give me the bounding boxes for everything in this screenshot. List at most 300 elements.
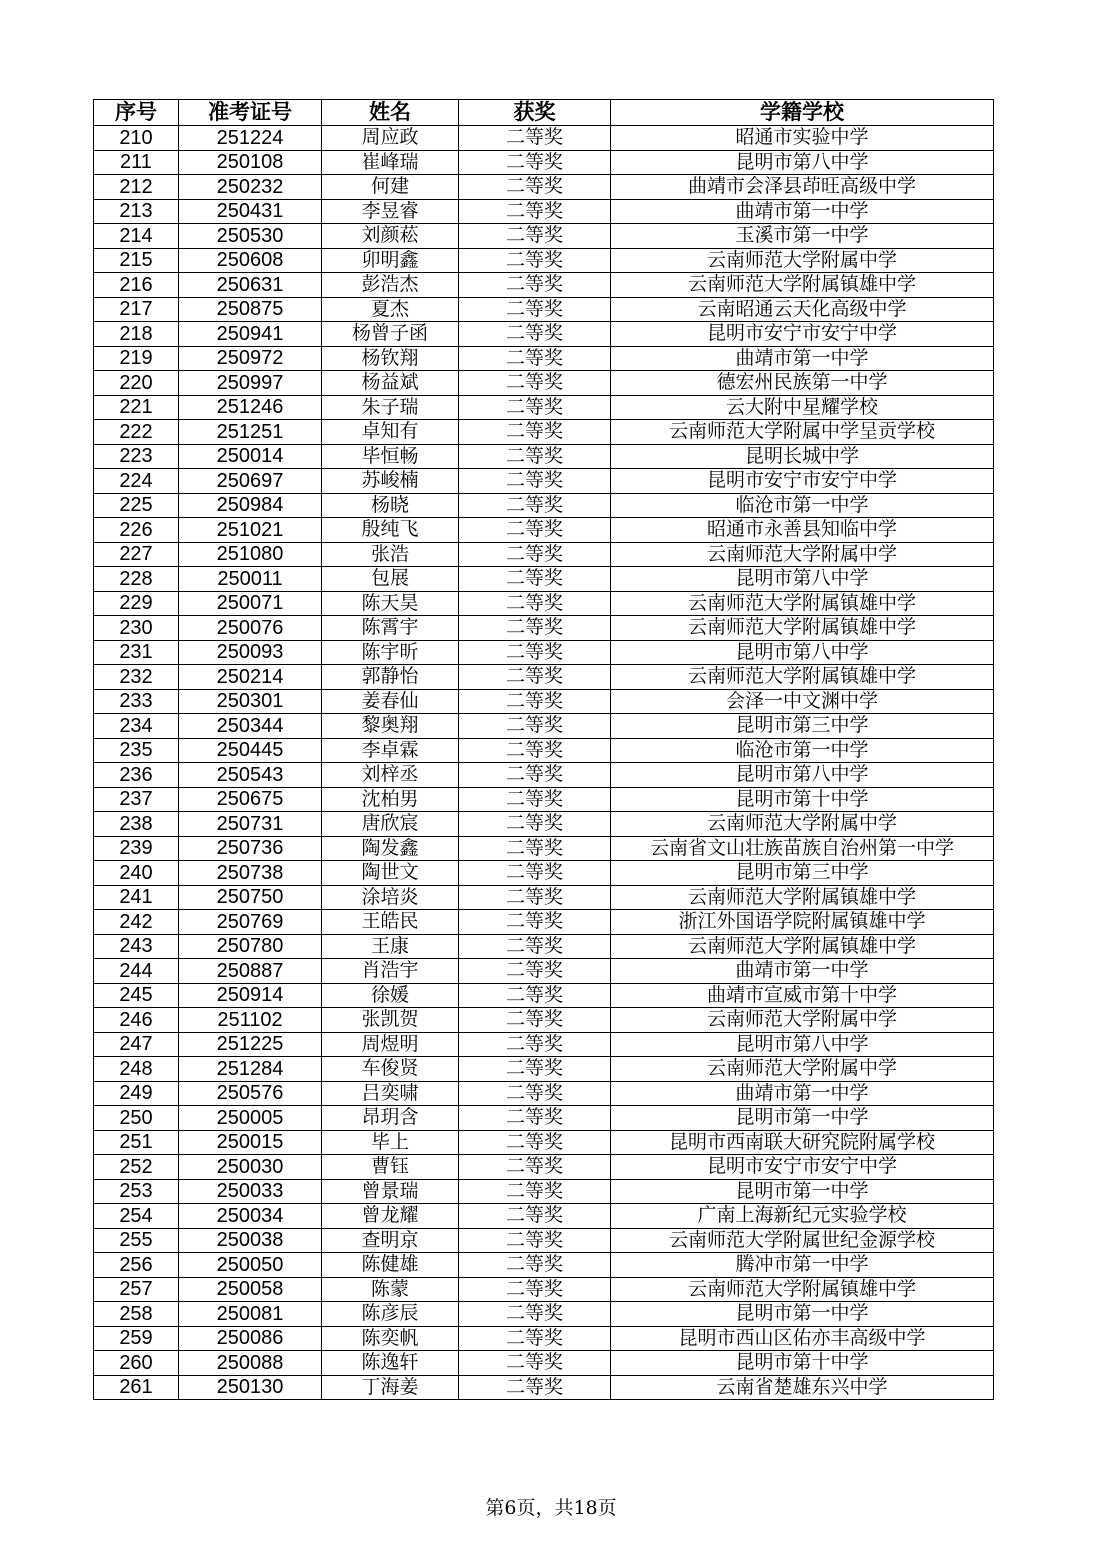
row-school: 腾冲市第一中学 xyxy=(611,1253,994,1278)
row-award: 二等奖 xyxy=(459,420,611,445)
row-school: 昆明市第一中学 xyxy=(611,1179,994,1204)
row-award: 二等奖 xyxy=(459,346,611,371)
row-school: 云南师范大学附属镇雄中学 xyxy=(611,665,994,690)
row-school: 昆明市西南联大研究院附属学校 xyxy=(611,1130,994,1155)
row-index: 238 xyxy=(94,812,179,837)
row-exam-id: 250738 xyxy=(179,861,322,886)
row-index: 258 xyxy=(94,1302,179,1327)
row-index: 218 xyxy=(94,322,179,347)
row-award: 二等奖 xyxy=(459,1375,611,1400)
row-exam-id: 250076 xyxy=(179,616,322,641)
table-row xyxy=(94,199,994,224)
row-award: 二等奖 xyxy=(459,836,611,861)
row-name: 周煜明 xyxy=(322,1032,459,1057)
row-school: 曲靖市第一中学 xyxy=(611,199,994,224)
row-award: 二等奖 xyxy=(459,199,611,224)
header-award: 获奖 xyxy=(459,100,611,126)
table-row xyxy=(94,542,994,567)
row-school: 曲靖市第一中学 xyxy=(611,959,994,984)
table-row xyxy=(94,126,994,151)
row-name: 唐欣宸 xyxy=(322,812,459,837)
row-school: 昆明市第一中学 xyxy=(611,1106,994,1131)
row-name: 陈霄宇 xyxy=(322,616,459,641)
row-name: 肖浩宇 xyxy=(322,959,459,984)
row-index: 242 xyxy=(94,910,179,935)
row-exam-id: 250130 xyxy=(179,1375,322,1400)
row-exam-id: 250608 xyxy=(179,248,322,273)
row-index: 245 xyxy=(94,983,179,1008)
row-school: 昆明市第十中学 xyxy=(611,1351,994,1376)
row-exam-id: 250011 xyxy=(179,567,322,592)
row-name: 徐媛 xyxy=(322,983,459,1008)
table-row xyxy=(94,885,994,910)
row-exam-id: 251284 xyxy=(179,1057,322,1082)
row-name: 卯明鑫 xyxy=(322,248,459,273)
row-index: 246 xyxy=(94,1008,179,1033)
row-award: 二等奖 xyxy=(459,689,611,714)
row-award: 二等奖 xyxy=(459,395,611,420)
row-school: 昆明市第八中学 xyxy=(611,150,994,175)
row-school: 德宏州民族第一中学 xyxy=(611,371,994,396)
row-index: 222 xyxy=(94,420,179,445)
row-award: 二等奖 xyxy=(459,1155,611,1180)
row-school: 曲靖市会泽县茚旺高级中学 xyxy=(611,175,994,200)
row-exam-id: 250038 xyxy=(179,1228,322,1253)
row-award: 二等奖 xyxy=(459,1057,611,1082)
row-exam-id: 250431 xyxy=(179,199,322,224)
row-award: 二等奖 xyxy=(459,640,611,665)
row-school: 昆明市第八中学 xyxy=(611,1032,994,1057)
row-exam-id: 251251 xyxy=(179,420,322,445)
row-award: 二等奖 xyxy=(459,493,611,518)
row-school: 临沧市第一中学 xyxy=(611,738,994,763)
row-school: 云南师范大学附属镇雄中学 xyxy=(611,616,994,641)
table-row xyxy=(94,616,994,641)
row-name: 杨晓 xyxy=(322,493,459,518)
row-index: 225 xyxy=(94,493,179,518)
row-school: 昭通市实验中学 xyxy=(611,126,994,151)
row-index: 228 xyxy=(94,567,179,592)
row-school: 云南师范大学附属中学呈贡学校 xyxy=(611,420,994,445)
row-school: 云南师范大学附属中学 xyxy=(611,812,994,837)
row-name: 崔峰瑞 xyxy=(322,150,459,175)
row-exam-id: 251224 xyxy=(179,126,322,151)
row-index: 236 xyxy=(94,763,179,788)
row-index: 216 xyxy=(94,273,179,298)
row-name: 王康 xyxy=(322,934,459,959)
table-row xyxy=(94,224,994,249)
row-school: 浙江外国语学院附属镇雄中学 xyxy=(611,910,994,935)
row-school: 云南师范大学附属镇雄中学 xyxy=(611,1277,994,1302)
row-exam-id: 250214 xyxy=(179,665,322,690)
row-exam-id: 250675 xyxy=(179,787,322,812)
row-name: 包展 xyxy=(322,567,459,592)
row-award: 二等奖 xyxy=(459,371,611,396)
row-award: 二等奖 xyxy=(459,1326,611,1351)
row-award: 二等奖 xyxy=(459,297,611,322)
row-name: 黎奥翔 xyxy=(322,714,459,739)
row-exam-id: 250697 xyxy=(179,469,322,494)
row-school: 昆明市第一中学 xyxy=(611,1302,994,1327)
results-sheet xyxy=(93,99,993,1400)
row-award: 二等奖 xyxy=(459,1351,611,1376)
table-row xyxy=(94,1326,994,1351)
row-index: 224 xyxy=(94,469,179,494)
row-name: 彭浩杰 xyxy=(322,273,459,298)
table-row xyxy=(94,420,994,445)
table-row xyxy=(94,371,994,396)
row-school: 云南师范大学附属镇雄中学 xyxy=(611,885,994,910)
row-exam-id: 250997 xyxy=(179,371,322,396)
table-row xyxy=(94,1204,994,1229)
row-exam-id: 250736 xyxy=(179,836,322,861)
row-name: 周应政 xyxy=(322,126,459,151)
row-index: 256 xyxy=(94,1253,179,1278)
row-school: 昆明市第三中学 xyxy=(611,861,994,886)
row-award: 二等奖 xyxy=(459,1228,611,1253)
row-award: 二等奖 xyxy=(459,714,611,739)
row-index: 250 xyxy=(94,1106,179,1131)
row-award: 二等奖 xyxy=(459,1179,611,1204)
row-award: 二等奖 xyxy=(459,126,611,151)
row-name: 陈逸轩 xyxy=(322,1351,459,1376)
row-name: 刘颜菘 xyxy=(322,224,459,249)
table-row xyxy=(94,175,994,200)
row-award: 二等奖 xyxy=(459,1081,611,1106)
row-exam-id: 250941 xyxy=(179,322,322,347)
row-index: 259 xyxy=(94,1326,179,1351)
row-award: 二等奖 xyxy=(459,518,611,543)
row-award: 二等奖 xyxy=(459,910,611,935)
row-school: 昆明市第三中学 xyxy=(611,714,994,739)
table-row xyxy=(94,346,994,371)
row-award: 二等奖 xyxy=(459,150,611,175)
row-exam-id: 250780 xyxy=(179,934,322,959)
row-index: 214 xyxy=(94,224,179,249)
row-award: 二等奖 xyxy=(459,665,611,690)
row-school: 云南师范大学附属镇雄中学 xyxy=(611,934,994,959)
row-name: 陈宇昕 xyxy=(322,640,459,665)
row-exam-id: 250875 xyxy=(179,297,322,322)
row-index: 229 xyxy=(94,591,179,616)
row-index: 249 xyxy=(94,1081,179,1106)
table-row xyxy=(94,1228,994,1253)
row-index: 230 xyxy=(94,616,179,641)
row-school: 会泽一中文渊中学 xyxy=(611,689,994,714)
row-school: 昭通市永善县知临中学 xyxy=(611,518,994,543)
row-name: 夏杰 xyxy=(322,297,459,322)
row-name: 杨益斌 xyxy=(322,371,459,396)
row-name: 陶发鑫 xyxy=(322,836,459,861)
row-name: 杨曾子函 xyxy=(322,322,459,347)
row-school: 昆明长城中学 xyxy=(611,444,994,469)
row-exam-id: 250530 xyxy=(179,224,322,249)
row-school: 昆明市安宁市安宁中学 xyxy=(611,322,994,347)
row-index: 235 xyxy=(94,738,179,763)
row-school: 曲靖市第一中学 xyxy=(611,1081,994,1106)
row-index: 234 xyxy=(94,714,179,739)
row-exam-id: 250050 xyxy=(179,1253,322,1278)
row-name: 吕奕啸 xyxy=(322,1081,459,1106)
row-index: 232 xyxy=(94,665,179,690)
table-row xyxy=(94,910,994,935)
row-award: 二等奖 xyxy=(459,1253,611,1278)
page-footer: 第6页，共18页 xyxy=(485,1497,617,1519)
row-index: 233 xyxy=(94,689,179,714)
row-name: 曾龙耀 xyxy=(322,1204,459,1229)
row-award: 二等奖 xyxy=(459,542,611,567)
row-index: 243 xyxy=(94,934,179,959)
row-award: 二等奖 xyxy=(459,959,611,984)
row-name: 毕恒畅 xyxy=(322,444,459,469)
header-name: 姓名 xyxy=(322,100,459,126)
row-school: 广南上海新纪元实验学校 xyxy=(611,1204,994,1229)
row-exam-id: 250750 xyxy=(179,885,322,910)
row-award: 二等奖 xyxy=(459,738,611,763)
row-award: 二等奖 xyxy=(459,322,611,347)
row-index: 255 xyxy=(94,1228,179,1253)
header-school: 学籍学校 xyxy=(611,100,994,126)
row-name: 陈天昊 xyxy=(322,591,459,616)
row-school: 昆明市安宁市安宁中学 xyxy=(611,469,994,494)
row-name: 苏峻楠 xyxy=(322,469,459,494)
table-row xyxy=(94,640,994,665)
row-index: 248 xyxy=(94,1057,179,1082)
row-exam-id: 250887 xyxy=(179,959,322,984)
row-exam-id: 250005 xyxy=(179,1106,322,1131)
row-index: 231 xyxy=(94,640,179,665)
row-index: 253 xyxy=(94,1179,179,1204)
row-award: 二等奖 xyxy=(459,469,611,494)
row-school: 云大附中星耀学校 xyxy=(611,395,994,420)
table-row xyxy=(94,322,994,347)
row-exam-id: 250034 xyxy=(179,1204,322,1229)
header-index: 序号 xyxy=(94,100,179,126)
row-name: 车俊贤 xyxy=(322,1057,459,1082)
row-exam-id: 250015 xyxy=(179,1130,322,1155)
row-exam-id: 250344 xyxy=(179,714,322,739)
row-name: 张凯贺 xyxy=(322,1008,459,1033)
table-row xyxy=(94,248,994,273)
table-row xyxy=(94,1302,994,1327)
table-row xyxy=(94,1106,994,1131)
row-award: 二等奖 xyxy=(459,248,611,273)
table-row xyxy=(94,1351,994,1376)
row-award: 二等奖 xyxy=(459,1277,611,1302)
row-exam-id: 250086 xyxy=(179,1326,322,1351)
table-row xyxy=(94,983,994,1008)
table-row xyxy=(94,444,994,469)
row-school: 昆明市西山区佑亦丰高级中学 xyxy=(611,1326,994,1351)
row-award: 二等奖 xyxy=(459,885,611,910)
row-name: 陈奕帆 xyxy=(322,1326,459,1351)
table-row xyxy=(94,836,994,861)
row-index: 261 xyxy=(94,1375,179,1400)
row-name: 曹钰 xyxy=(322,1155,459,1180)
row-award: 二等奖 xyxy=(459,1106,611,1131)
row-index: 221 xyxy=(94,395,179,420)
row-exam-id: 250972 xyxy=(179,346,322,371)
row-index: 239 xyxy=(94,836,179,861)
row-award: 二等奖 xyxy=(459,1302,611,1327)
row-name: 杨钦翔 xyxy=(322,346,459,371)
row-index: 244 xyxy=(94,959,179,984)
table-header-row xyxy=(94,100,994,126)
row-award: 二等奖 xyxy=(459,1204,611,1229)
row-exam-id: 250033 xyxy=(179,1179,322,1204)
table-row xyxy=(94,665,994,690)
row-award: 二等奖 xyxy=(459,1008,611,1033)
row-exam-id: 250576 xyxy=(179,1081,322,1106)
row-name: 查明京 xyxy=(322,1228,459,1253)
row-exam-id: 251225 xyxy=(179,1032,322,1057)
row-school: 云南省楚雄东兴中学 xyxy=(611,1375,994,1400)
row-index: 260 xyxy=(94,1351,179,1376)
row-name: 涂培炎 xyxy=(322,885,459,910)
row-exam-id: 250232 xyxy=(179,175,322,200)
row-exam-id: 251021 xyxy=(179,518,322,543)
row-award: 二等奖 xyxy=(459,175,611,200)
row-name: 张浩 xyxy=(322,542,459,567)
row-exam-id: 250088 xyxy=(179,1351,322,1376)
row-name: 李卓霖 xyxy=(322,738,459,763)
table-row xyxy=(94,469,994,494)
row-name: 陈健雄 xyxy=(322,1253,459,1278)
row-school: 云南师范大学附属镇雄中学 xyxy=(611,273,994,298)
row-exam-id: 251080 xyxy=(179,542,322,567)
row-school: 玉溪市第一中学 xyxy=(611,224,994,249)
row-award: 二等奖 xyxy=(459,567,611,592)
row-exam-id: 251102 xyxy=(179,1008,322,1033)
table-row xyxy=(94,934,994,959)
row-school: 昆明市安宁市安宁中学 xyxy=(611,1155,994,1180)
row-index: 251 xyxy=(94,1130,179,1155)
row-name: 殷纯飞 xyxy=(322,518,459,543)
row-award: 二等奖 xyxy=(459,1032,611,1057)
row-exam-id: 250631 xyxy=(179,273,322,298)
row-index: 237 xyxy=(94,787,179,812)
row-index: 211 xyxy=(94,150,179,175)
row-index: 241 xyxy=(94,885,179,910)
table-row xyxy=(94,1130,994,1155)
table-row xyxy=(94,1375,994,1400)
row-school: 云南师范大学附属镇雄中学 xyxy=(611,591,994,616)
row-name: 陈蒙 xyxy=(322,1277,459,1302)
row-name: 郭静怡 xyxy=(322,665,459,690)
row-name: 沈柏男 xyxy=(322,787,459,812)
table-row xyxy=(94,297,994,322)
row-index: 220 xyxy=(94,371,179,396)
row-school: 云南师范大学附属世纪金源学校 xyxy=(611,1228,994,1253)
row-exam-id: 250030 xyxy=(179,1155,322,1180)
row-award: 二等奖 xyxy=(459,763,611,788)
table-row xyxy=(94,861,994,886)
row-award: 二等奖 xyxy=(459,273,611,298)
row-exam-id: 251246 xyxy=(179,395,322,420)
table-row xyxy=(94,493,994,518)
row-school: 云南昭通云天化高级中学 xyxy=(611,297,994,322)
row-school: 昆明市第八中学 xyxy=(611,640,994,665)
header-exam-id: 准考证号 xyxy=(179,100,322,126)
row-name: 毕上 xyxy=(322,1130,459,1155)
table-row xyxy=(94,1277,994,1302)
row-award: 二等奖 xyxy=(459,224,611,249)
table-row xyxy=(94,787,994,812)
row-exam-id: 250108 xyxy=(179,150,322,175)
row-exam-id: 250071 xyxy=(179,591,322,616)
row-name: 昂玥含 xyxy=(322,1106,459,1131)
table-row xyxy=(94,714,994,739)
table-row xyxy=(94,150,994,175)
row-school: 曲靖市第一中学 xyxy=(611,346,994,371)
table-row xyxy=(94,273,994,298)
row-award: 二等奖 xyxy=(459,444,611,469)
row-award: 二等奖 xyxy=(459,787,611,812)
row-exam-id: 250445 xyxy=(179,738,322,763)
row-school: 云南省文山壮族苗族自治州第一中学 xyxy=(611,836,994,861)
table-row xyxy=(94,959,994,984)
row-index: 213 xyxy=(94,199,179,224)
row-exam-id: 250731 xyxy=(179,812,322,837)
row-index: 257 xyxy=(94,1277,179,1302)
row-school: 云南师范大学附属中学 xyxy=(611,1008,994,1033)
row-award: 二等奖 xyxy=(459,861,611,886)
row-award: 二等奖 xyxy=(459,983,611,1008)
row-exam-id: 250301 xyxy=(179,689,322,714)
row-index: 227 xyxy=(94,542,179,567)
row-index: 247 xyxy=(94,1032,179,1057)
row-index: 219 xyxy=(94,346,179,371)
row-exam-id: 250081 xyxy=(179,1302,322,1327)
row-award: 二等奖 xyxy=(459,591,611,616)
row-name: 曾景瑞 xyxy=(322,1179,459,1204)
row-school: 昆明市第十中学 xyxy=(611,787,994,812)
row-name: 陈彦辰 xyxy=(322,1302,459,1327)
table-row xyxy=(94,1057,994,1082)
table-row xyxy=(94,395,994,420)
row-award: 二等奖 xyxy=(459,616,611,641)
table-row xyxy=(94,763,994,788)
row-index: 226 xyxy=(94,518,179,543)
row-name: 刘梓丞 xyxy=(322,763,459,788)
row-name: 王皓民 xyxy=(322,910,459,935)
row-exam-id: 250769 xyxy=(179,910,322,935)
row-exam-id: 250543 xyxy=(179,763,322,788)
table-body xyxy=(94,126,994,1400)
row-school: 云南师范大学附属中学 xyxy=(611,1057,994,1082)
row-name: 卓知有 xyxy=(322,420,459,445)
row-award: 二等奖 xyxy=(459,812,611,837)
row-award: 二等奖 xyxy=(459,934,611,959)
row-school: 云南师范大学附属中学 xyxy=(611,248,994,273)
table-row xyxy=(94,1253,994,1278)
table-row xyxy=(94,1032,994,1057)
row-exam-id: 250914 xyxy=(179,983,322,1008)
table-row xyxy=(94,738,994,763)
row-exam-id: 250093 xyxy=(179,640,322,665)
table-row xyxy=(94,689,994,714)
row-index: 210 xyxy=(94,126,179,151)
row-school: 昆明市第八中学 xyxy=(611,763,994,788)
award-table xyxy=(93,99,994,1400)
row-index: 252 xyxy=(94,1155,179,1180)
row-name: 陶世文 xyxy=(322,861,459,886)
table-row xyxy=(94,567,994,592)
table-row xyxy=(94,812,994,837)
row-name: 丁海姜 xyxy=(322,1375,459,1400)
row-award: 二等奖 xyxy=(459,1130,611,1155)
row-index: 240 xyxy=(94,861,179,886)
